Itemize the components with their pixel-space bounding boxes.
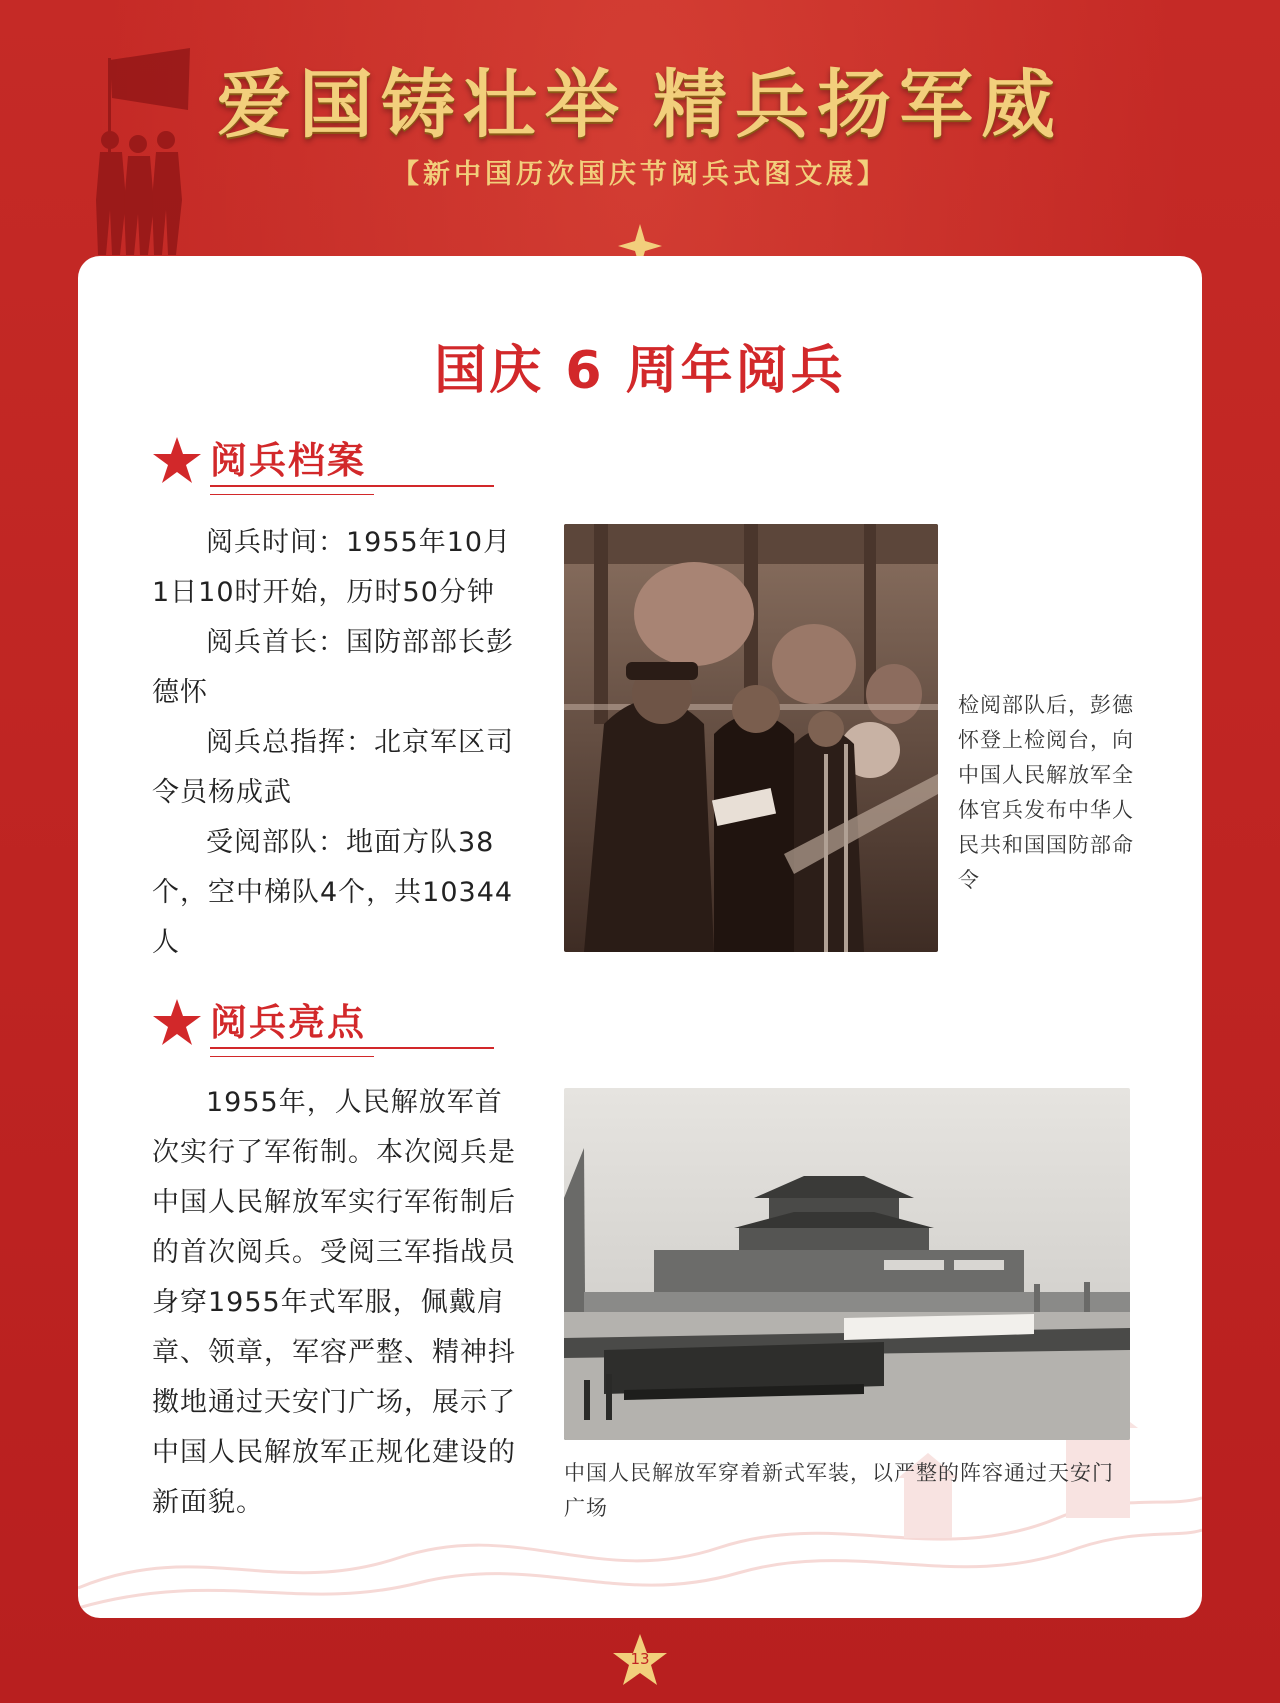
- heading-underline: [210, 1047, 494, 1049]
- review-stand-caption: 检阅部队后，彭德怀登上检阅台，向中国人民解放军全体官兵发布中华人民共和国国防部命令: [958, 693, 1134, 892]
- heading-underline: [210, 485, 494, 487]
- highlights-paragraph: 1955年，人民解放军首次实行了军衔制。本次阅兵是中国人民解放军实行军衔制后的首次阅兵。受阅三军指战员身穿1955年式军服，佩戴肩章、领章，军容严整、精神抖擞地通过天安门广场，展示了中国人民解放军正规化建设的新面貌。: [152, 1087, 516, 1518]
- archive-details: [152, 518, 524, 968]
- main-title-part1: 爱国铸壮举: [217, 62, 627, 148]
- archive-commander: 阅兵首长：国防部部长彭德怀: [152, 627, 514, 708]
- archive-chief-commander: 阅兵总指挥：北京军区司令员杨成武: [152, 727, 514, 808]
- review-stand-photo: [564, 524, 938, 952]
- main-title-part2: 精兵扬军威: [653, 62, 1063, 148]
- highlights-heading: [152, 992, 492, 1052]
- tiananmen-parade-caption: 中国人民解放军穿着新式军装，以严整的阵容通过天安门广场: [564, 1461, 1114, 1520]
- highlights-heading-text: 阅兵亮点: [210, 1001, 366, 1044]
- highlights-details: [152, 1078, 524, 1528]
- page-number: 13: [630, 1650, 650, 1668]
- tiananmen-parade-photo: [564, 1088, 1130, 1440]
- archive-troops: 受阅部队：地面方队38个，空中梯队4个，共10344人: [152, 827, 514, 958]
- page-number-badge: [612, 1632, 668, 1688]
- archive-heading-text: 阅兵档案: [210, 439, 366, 482]
- main-title: [0, 46, 1280, 152]
- star-icon: [152, 998, 202, 1046]
- section-title: 国庆 6 周年阅兵: [434, 341, 846, 401]
- subtitle: 【新中国历次国庆节阅兵式图文展】: [392, 159, 888, 190]
- star-icon: [152, 436, 202, 484]
- content-card: [78, 256, 1202, 1618]
- heading-underline: [210, 494, 374, 495]
- archive-time: 阅兵时间：1955年10月1日10时开始，历时50分钟: [152, 527, 512, 608]
- heading-underline: [210, 1056, 374, 1057]
- archive-heading: [152, 430, 492, 490]
